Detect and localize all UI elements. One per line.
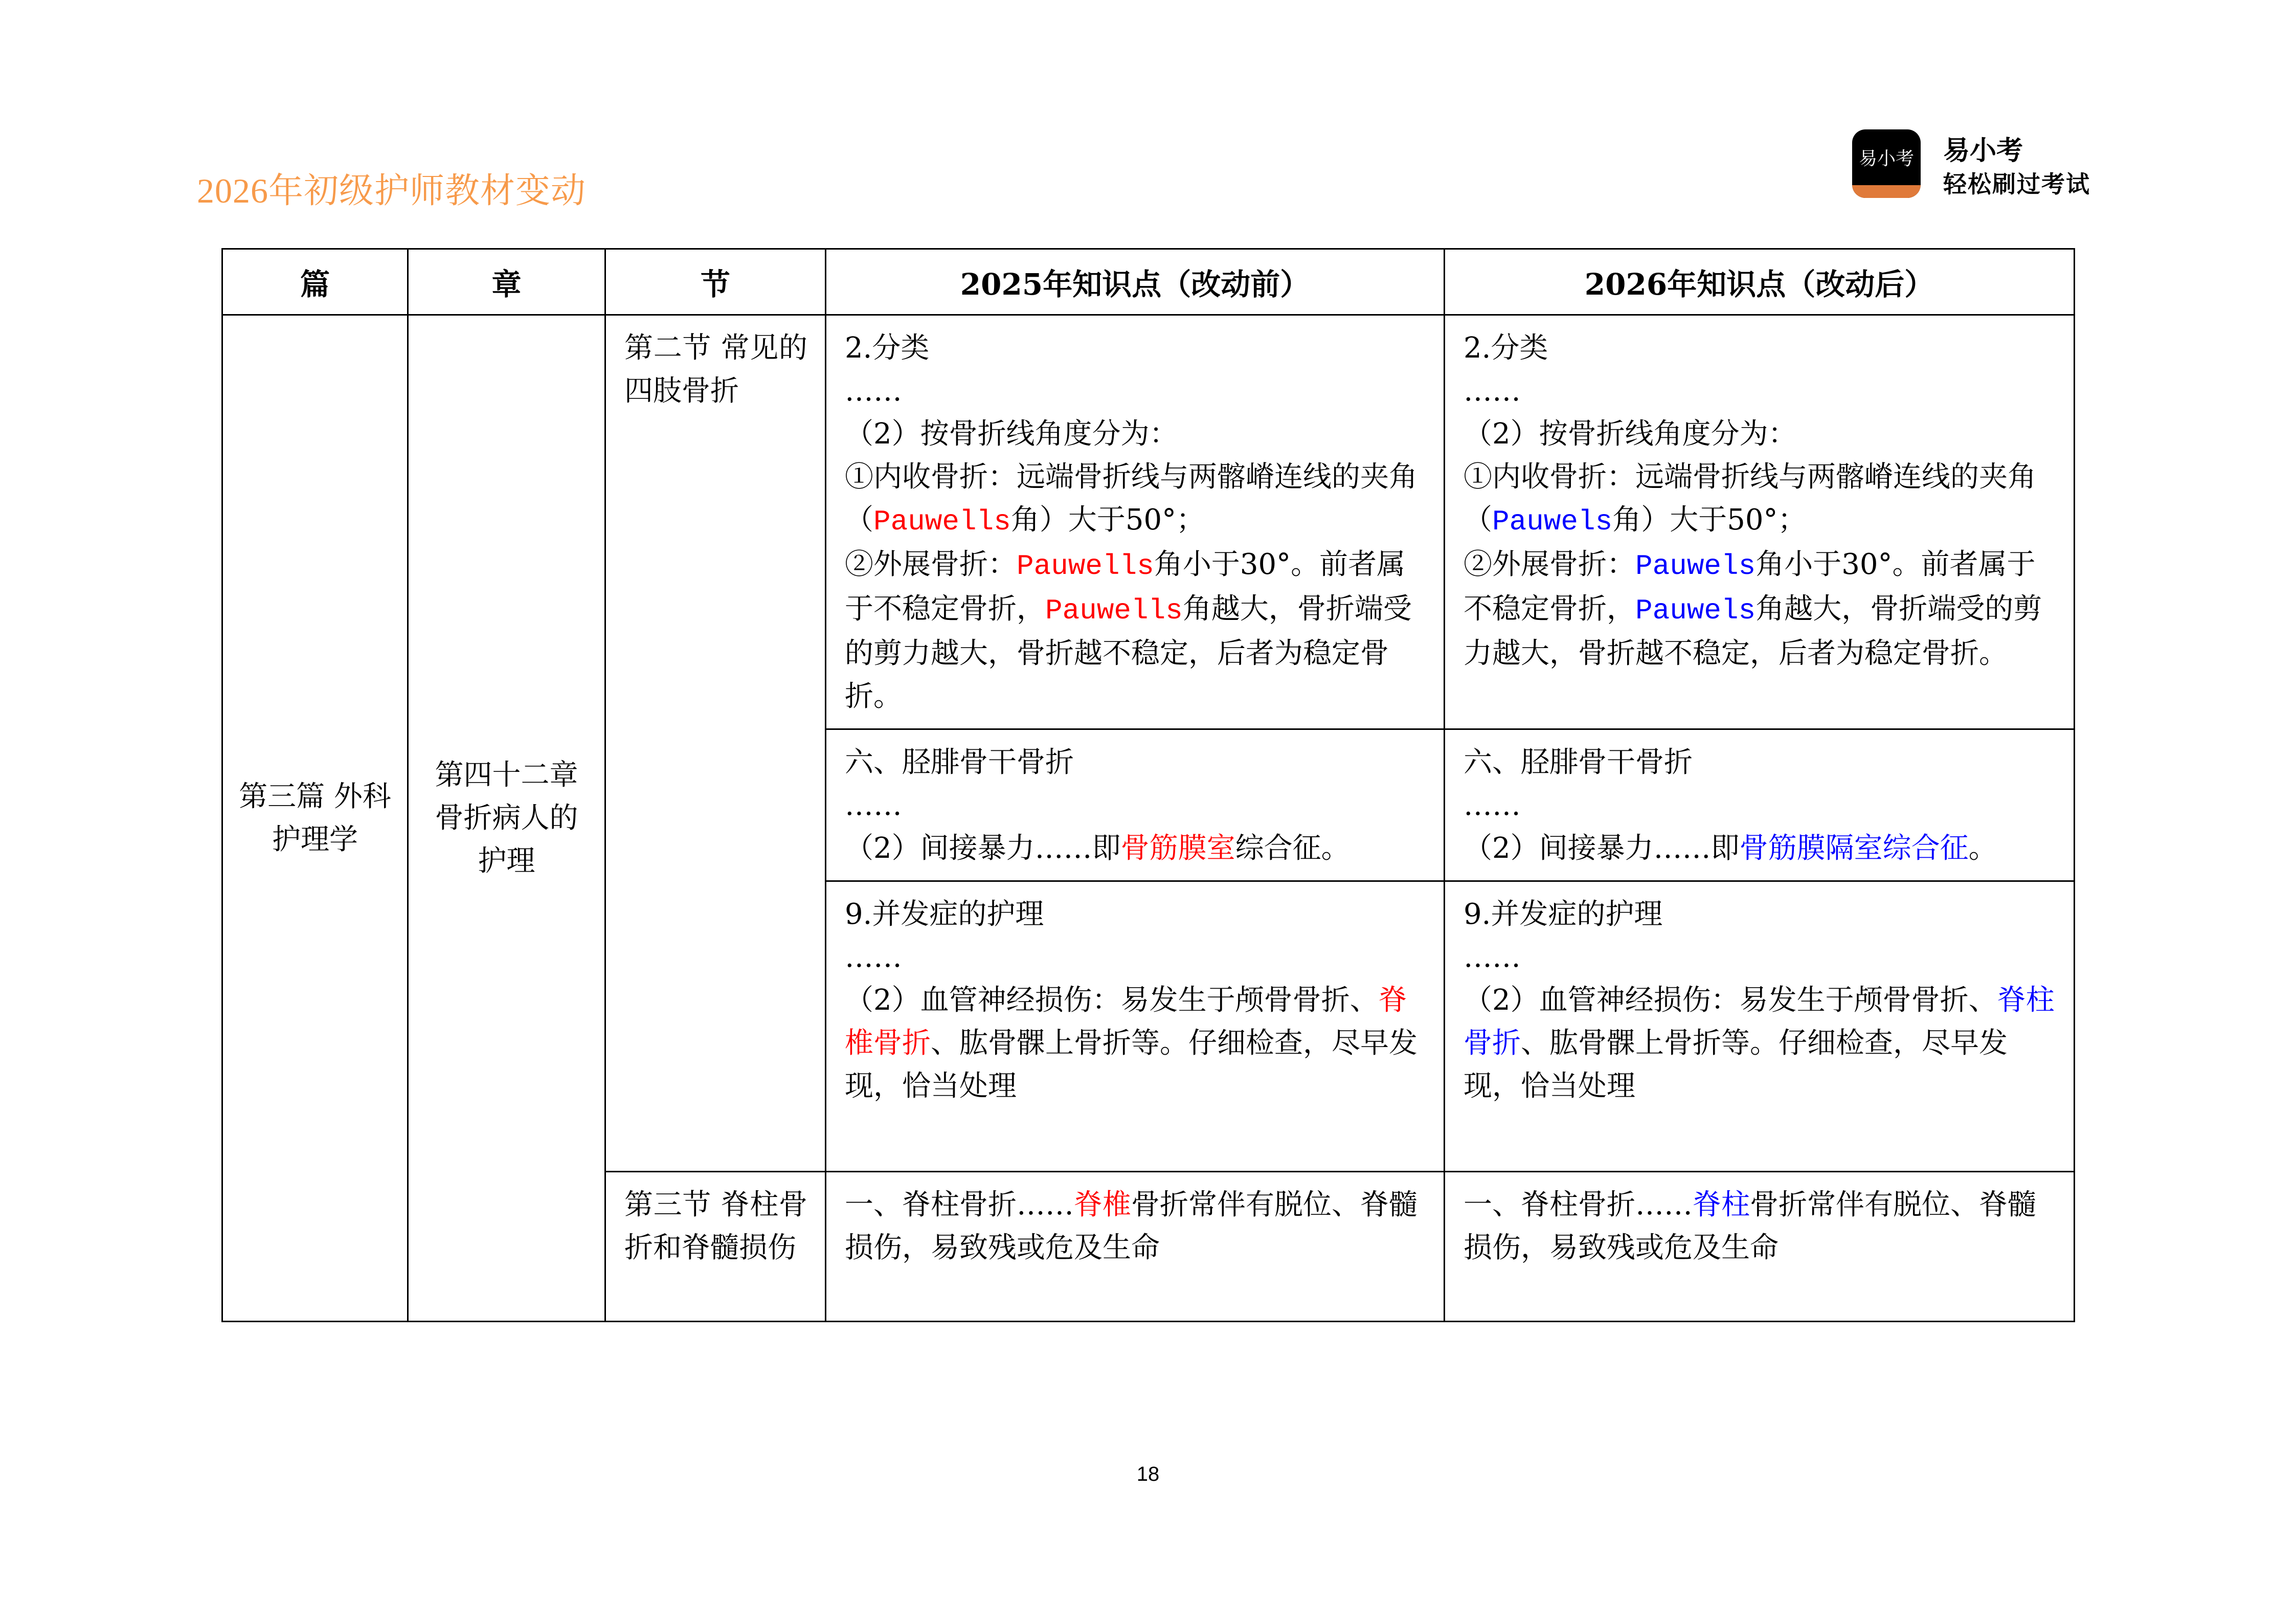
section-cell	[605, 315, 826, 1172]
text-paragraph: ①内收骨折：远端骨折线与两髂嵴连线的夹角（Pauwells角）大于50°；	[845, 460, 1417, 538]
text-paragraph: ①内收骨折：远端骨折线与两髂嵴连线的夹角（Pauwels角）大于50°；	[1464, 460, 2036, 538]
after-cell	[1445, 1172, 2075, 1322]
changes-table	[221, 248, 2075, 1322]
text-paragraph: （2）间接暴力……即骨筋膜隔室综合征。	[1464, 832, 1997, 865]
brand-text	[1943, 134, 2090, 201]
table-row	[222, 315, 2075, 729]
heading-line: 2.分类	[845, 331, 930, 365]
column-header-before: 2025年知识点（改动前）	[826, 249, 1445, 315]
section-cell	[605, 1172, 826, 1322]
logo-mark-text: 易小考	[1858, 148, 1914, 169]
heading-line: 9.并发症的护理	[1464, 898, 1663, 931]
part-text: 第三篇 外科护理学	[239, 780, 391, 856]
text-paragraph: ②外展骨折：Pauwels角小于30°。前者属于不稳定骨折，Pauwels角越大，骨折端受的剪力越大，骨折越不稳定，后者为稳定骨折。	[1464, 548, 2042, 670]
ellipsis-line: ……	[845, 789, 902, 822]
heading-line: 六、胫腓骨干骨折	[845, 746, 1074, 779]
ellipsis-line: ……	[1464, 941, 1521, 974]
table-header-row	[222, 249, 2075, 315]
section-text: 第二节 常见的四肢骨折	[624, 331, 807, 408]
text-paragraph: （2）间接暴力……即骨筋膜室综合征。	[845, 832, 1350, 865]
added-term: 脊柱骨折	[1464, 984, 2055, 1060]
removed-term: Pauwells	[1045, 594, 1183, 627]
after-cell	[1445, 881, 2075, 1172]
removed-term: 脊椎骨折	[845, 984, 1407, 1060]
removed-term: 骨筋膜室	[1120, 832, 1235, 865]
text-paragraph: （2）血管神经损伤：易发生于颅骨骨折、脊椎骨折、肱骨髁上骨折等。仔细检查，尽早发现，恰当处理	[845, 984, 1417, 1103]
page-number: 18	[1136, 1463, 1160, 1485]
added-term: 骨筋膜隔室综合征	[1739, 832, 1969, 865]
added-term: Pauwels	[1492, 505, 1613, 538]
ellipsis-line: ……	[1464, 789, 1521, 822]
after-cell	[1445, 315, 2075, 729]
text-paragraph: 一、脊柱骨折……脊柱骨折常伴有脱位、脊髓损伤，易致残或危及生命	[1464, 1188, 2036, 1264]
column-header-section: 节	[605, 249, 826, 315]
after-cell	[1445, 729, 2075, 881]
text-line: （2）按骨折线角度分为：	[1464, 417, 1797, 451]
before-cell	[826, 1172, 1445, 1322]
column-header-after: 2026年知识点（改动后）	[1445, 249, 2075, 315]
chapter-text: 第四十二章 骨折病人的护理	[435, 758, 578, 878]
before-cell	[826, 315, 1445, 729]
ellipsis-line: ……	[845, 374, 902, 408]
ellipsis-line: ……	[1464, 374, 1521, 408]
removed-term: Pauwells	[873, 505, 1011, 538]
text-paragraph: ②外展骨折：Pauwells角小于30°。前者属于不稳定骨折，Pauwells角越大，骨折端受的剪力越大，骨折越不稳定，后者为稳定骨折。	[845, 548, 1412, 713]
logo-orange-band	[1852, 185, 1921, 198]
ellipsis-line: ……	[845, 941, 902, 974]
heading-line: 9.并发症的护理	[845, 898, 1044, 931]
before-cell	[826, 881, 1445, 1172]
removed-term: Pauwells	[1017, 550, 1154, 583]
heading-line: 六、胫腓骨干骨折	[1464, 746, 1693, 779]
heading-line: 2.分类	[1464, 331, 1548, 365]
column-header-chapter: 章	[408, 249, 605, 315]
section-text: 第三节 脊柱骨折和脊髓损伤	[624, 1188, 807, 1264]
added-term: 脊柱	[1693, 1188, 1750, 1221]
brand-slogan: 轻松刷过考试	[1943, 170, 2090, 198]
added-term: Pauwels	[1635, 594, 1756, 627]
text-line: （2）按骨折线角度分为：	[845, 417, 1178, 451]
before-cell	[826, 729, 1445, 881]
text-paragraph: 一、脊柱骨折……脊椎骨折常伴有脱位、脊髓损伤，易致残或危及生命	[845, 1188, 1417, 1264]
column-header-part: 篇	[222, 249, 408, 315]
brand-logo	[1852, 129, 1921, 198]
document-title: 2026年初级护师教材变动	[197, 171, 587, 210]
text-paragraph: （2）血管神经损伤：易发生于颅骨骨折、脊柱骨折、肱骨髁上骨折等。仔细检查，尽早发现，恰当处理	[1464, 984, 2055, 1103]
part-cell	[222, 315, 408, 1322]
brand-name: 易小考	[1943, 136, 2023, 166]
added-term: Pauwels	[1635, 550, 1756, 583]
chapter-cell	[408, 315, 605, 1322]
removed-term: 脊椎	[1074, 1188, 1131, 1221]
